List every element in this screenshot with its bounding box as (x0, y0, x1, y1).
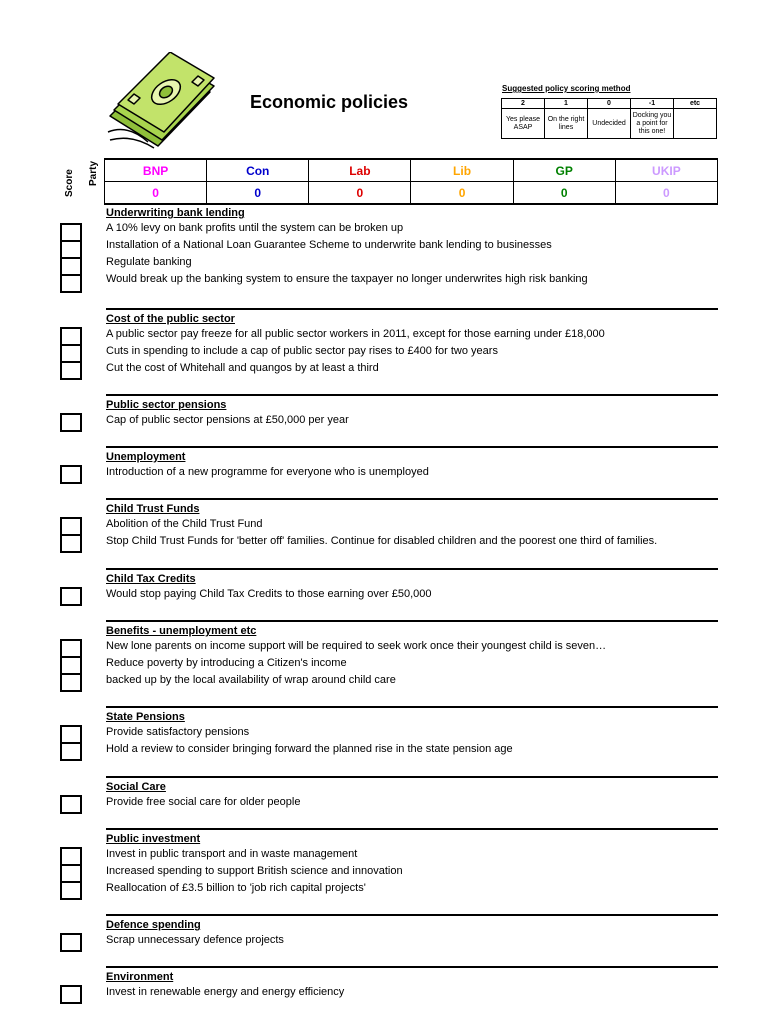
score-checkbox[interactable] (60, 881, 82, 900)
policy-item: Regulate banking (106, 256, 192, 268)
policy-item: Abolition of the Child Trust Fund (106, 518, 263, 530)
policy-item: New lone parents on income support will be required to seek work once their youngest child is seven… (106, 640, 607, 652)
score-checkbox[interactable] (60, 985, 82, 1004)
policy-item: Cuts in spending to include a cap of public sector pay rises to £400 for two years (106, 345, 498, 357)
money-icon (104, 52, 216, 152)
policy-item: A public sector pay freeze for all public sector workers in 2011, except for those earning under £18,000 (106, 328, 605, 340)
section-title: Child Tax Credits (106, 573, 196, 585)
section-title: Underwriting bank lending (106, 207, 245, 219)
score-checkbox[interactable] (60, 933, 82, 952)
party-label: Party (88, 160, 99, 186)
party-name-lab: Lab (309, 159, 411, 182)
scoring-legend (501, 84, 717, 139)
party-score-bnp: 0 (105, 182, 207, 205)
party-score-row (105, 182, 718, 205)
party-name-gp: GP (513, 159, 615, 182)
policy-item: A 10% levy on bank profits until the system can be broken up (106, 222, 404, 234)
policy-section (106, 776, 718, 811)
policy-item: Installation of a National Loan Guarantee Scheme to underwrite bank lending to businesses (106, 239, 552, 251)
score-boxes (60, 517, 82, 551)
score-value: 2 (502, 99, 545, 109)
party-name-lib: Lib (411, 159, 513, 182)
score-boxes (60, 847, 82, 898)
score-checkbox[interactable] (60, 413, 82, 432)
party-score-ukip: 0 (615, 182, 717, 205)
party-score-gp: 0 (513, 182, 615, 205)
policy-section (106, 206, 718, 288)
section-title: Public sector pensions (106, 399, 227, 411)
party-name-ukip: UKIP (615, 159, 717, 182)
policy-section (106, 498, 718, 550)
score-boxes (60, 413, 82, 430)
party-score-lab: 0 (309, 182, 411, 205)
policy-section (106, 394, 718, 429)
policy-item: Introduction of a new programme for everyone who is unemployed (106, 466, 429, 478)
score-boxes (60, 465, 82, 482)
score-description: Yes please ASAP (502, 109, 545, 139)
section-title: Defence spending (106, 919, 201, 931)
score-boxes (60, 587, 82, 604)
score-boxes (60, 327, 82, 378)
party-table (104, 158, 718, 205)
party-score-lib: 0 (411, 182, 513, 205)
score-checkbox[interactable] (60, 795, 82, 814)
policy-section (106, 620, 718, 689)
party-name-con: Con (207, 159, 309, 182)
section-title: Unemployment (106, 451, 186, 463)
policy-item: Invest in public transport and in waste management (106, 848, 358, 860)
policy-item: Hold a review to consider bringing forward the planned rise in the state pension age (106, 743, 513, 755)
section-title: Public investment (106, 833, 201, 845)
score-boxes (60, 639, 82, 690)
section-title: Environment (106, 971, 174, 983)
policy-section (106, 568, 718, 603)
score-checkbox[interactable] (60, 534, 82, 553)
policy-section (106, 914, 718, 949)
score-boxes (60, 725, 82, 759)
score-boxes (60, 223, 82, 291)
page-title: Economic policies (250, 92, 409, 112)
score-boxes (60, 795, 82, 812)
policy-item: Provide free social care for older people (106, 796, 301, 808)
party-name-bnp: BNP (105, 159, 207, 182)
policy-item: Stop Child Trust Funds for 'better off' families. Continue for disabled children and the poorest one third of families. (106, 535, 658, 547)
score-label: Score (64, 169, 75, 197)
score-boxes (60, 933, 82, 950)
score-description: Docking you a point for this one! (631, 109, 674, 139)
policy-section (106, 446, 718, 481)
policy-section (106, 706, 718, 758)
score-checkbox[interactable] (60, 587, 82, 606)
policy-item: Scrap unnecessary defence projects (106, 934, 284, 946)
policy-item: Cut the cost of Whitehall and quangos by at least a third (106, 362, 379, 374)
score-value: -1 (631, 99, 674, 109)
section-title: Social Care (106, 781, 166, 793)
score-description (674, 109, 717, 139)
policy-item: backed up by the local availability of wrap around child care (106, 674, 396, 686)
policy-item: Provide satisfactory pensions (106, 726, 250, 738)
policy-section (106, 308, 718, 377)
score-checkbox[interactable] (60, 274, 82, 293)
policy-item: Would break up the banking system to ensure the taxpayer no longer underwrites high risk banking (106, 273, 588, 285)
score-description: Undecided (588, 109, 631, 139)
score-checkbox[interactable] (60, 742, 82, 761)
scoring-table (501, 98, 717, 139)
policy-item: Reallocation of £3.5 billion to 'job rich capital projects' (106, 882, 366, 894)
score-value: 0 (588, 99, 631, 109)
section-title: Cost of the public sector (106, 313, 235, 325)
policy-item: Invest in renewable energy and energy efficiency (106, 986, 345, 998)
score-boxes (60, 985, 82, 1002)
scoring-title: Suggested policy scoring method (502, 84, 631, 93)
policy-item: Increased spending to support British science and innovation (106, 865, 403, 877)
policy-item: Would stop paying Child Tax Credits to those earning over £50,000 (106, 588, 432, 600)
score-checkbox[interactable] (60, 361, 82, 380)
score-value: etc (674, 99, 717, 109)
section-title: State Pensions (106, 711, 185, 723)
policy-section (106, 966, 718, 1001)
party-name-row (105, 159, 718, 182)
policy-item: Reduce poverty by introducing a Citizen's income (106, 657, 347, 669)
party-score-con: 0 (207, 182, 309, 205)
score-description: On the right lines (545, 109, 588, 139)
score-checkbox[interactable] (60, 465, 82, 484)
policy-section (106, 828, 718, 897)
score-checkbox[interactable] (60, 673, 82, 692)
score-value: 1 (545, 99, 588, 109)
section-title: Child Trust Funds (106, 503, 200, 515)
section-title: Benefits - unemployment etc (106, 625, 257, 637)
policy-item: Cap of public sector pensions at £50,000 per year (106, 414, 349, 426)
